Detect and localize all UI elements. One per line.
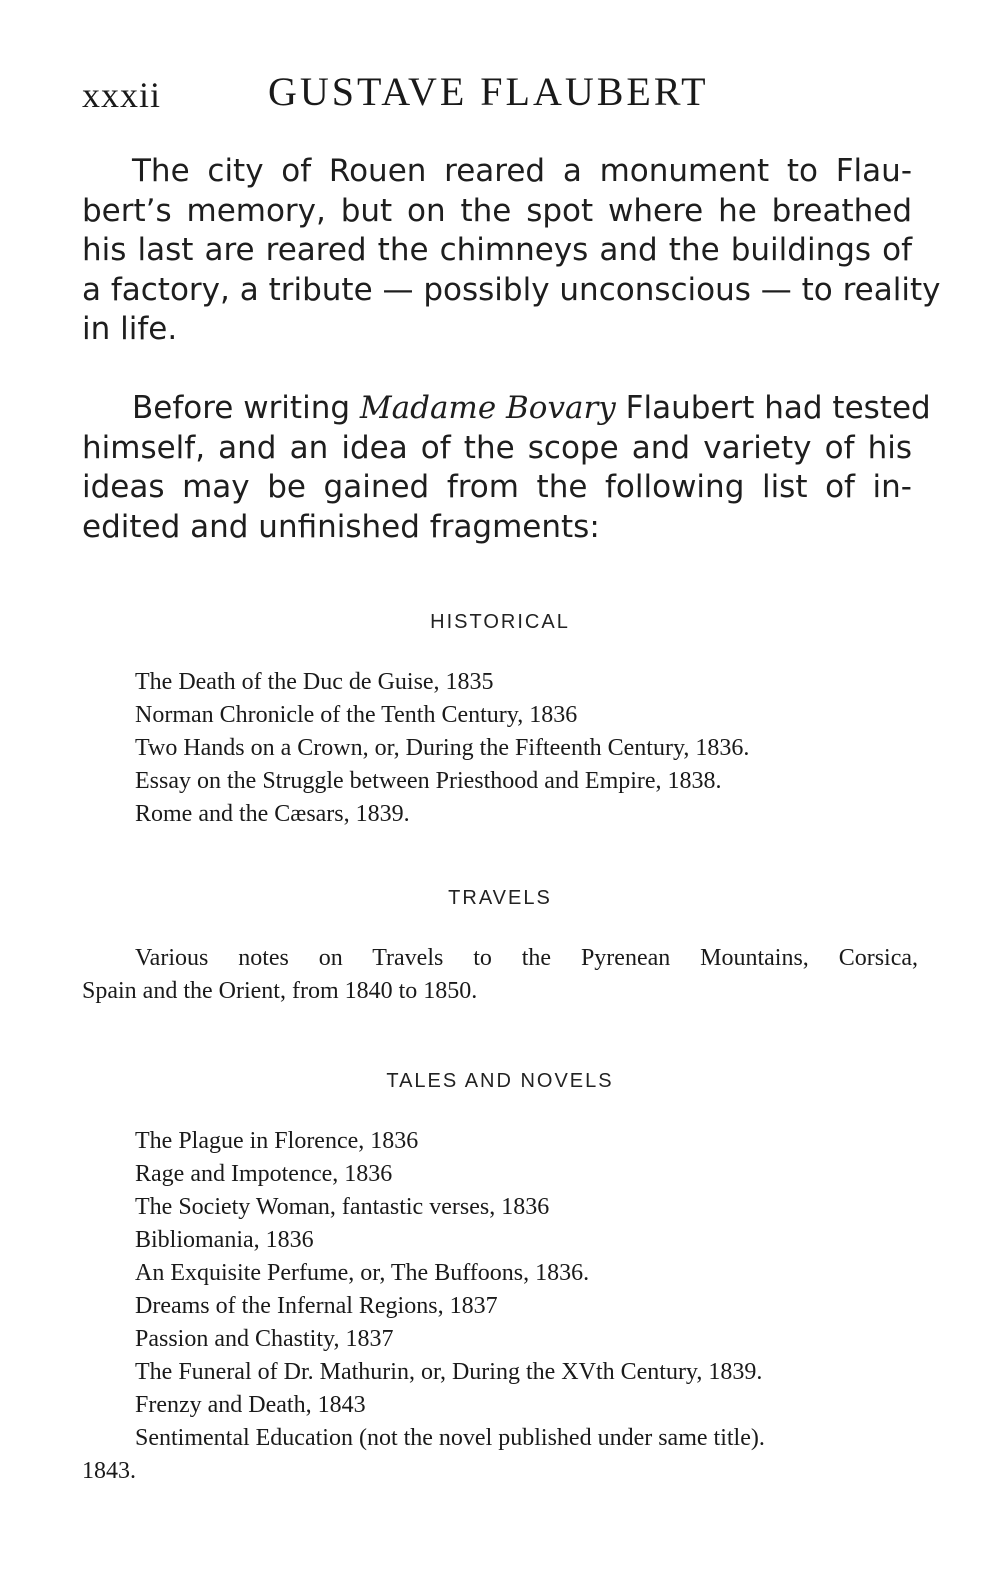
paragraph-fragments-intro (82, 389, 931, 547)
travels-line: Spain and the Orient, from 1840 to 1850. (82, 978, 478, 1004)
list-item: Frenzy and Death, 1843 (135, 1392, 366, 1418)
list-item: The Death of the Duc de Guise, 1835 (135, 669, 494, 695)
paragraph-line: a factory, a tribute — possibly unconscious — to reality (82, 271, 941, 308)
list-item: Norman Chronicle of the Tenth Century, 1836 (135, 702, 578, 728)
running-head (82, 68, 922, 118)
list-item: An Exquisite Perfume, or, The Buffoons, 1836. (135, 1260, 590, 1286)
list-item: The Society Woman, fantastic verses, 1836 (135, 1194, 550, 1220)
list-item: Dreams of the Infernal Regions, 1837 (135, 1293, 498, 1319)
paragraph-text: Before writing (132, 390, 360, 426)
section-heading-historical: HISTORICAL (430, 611, 570, 633)
page-number: xxxii (82, 75, 162, 115)
list-historical (135, 666, 925, 831)
travels-line: Various notes on Travels to the Pyrenean Mountains, Corsica, (135, 945, 918, 971)
list-item: Sentimental Education (not the novel published under same title). (135, 1425, 765, 1451)
paragraph-line: bert’s memory, but on the spot where he breathed (82, 192, 912, 229)
list-item: Essay on the Struggle between Priesthood and Empire, 1838. (135, 768, 722, 794)
paragraph-line: The city of Rouen reared a monument to Flau- (132, 153, 912, 189)
list-item: The Plague in Florence, 1836 (135, 1128, 419, 1154)
book-title-italic: Madame Bovary (359, 390, 616, 426)
paragraph-line: himself, and an idea of the scope and variety of his (82, 429, 912, 466)
running-title: GUSTAVE FLAUBERT (268, 69, 709, 114)
list-item: Rome and the Cæsars, 1839. (135, 801, 410, 827)
paragraph-text: Flaubert had tested (615, 390, 931, 426)
travels-entry (82, 942, 918, 1008)
paragraph-line (82, 389, 931, 429)
paragraph-line: edited and unfinished fragments: (82, 508, 600, 545)
paragraph-rouen-monument (82, 152, 941, 350)
list-item-continuation: 1843. (82, 1458, 136, 1484)
paragraph-line: his last are reared the chimneys and the buildings of (82, 232, 912, 268)
paragraph-line: in life. (82, 311, 178, 347)
list-item: Two Hands on a Crown, or, During the Fifteenth Century, 1836. (135, 735, 750, 761)
list-item: Rage and Impotence, 1836 (135, 1161, 393, 1187)
list-item: Passion and Chastity, 1837 (135, 1326, 394, 1352)
section-heading-travels: TRAVELS (448, 887, 552, 909)
list-item: The Funeral of Dr. Mathurin, or, During the XVth Century, 1839. (135, 1359, 763, 1385)
list-item: Bibliomania, 1836 (135, 1227, 314, 1253)
list-tales-and-novels (135, 1125, 925, 1455)
paragraph-line: ideas may be gained from the following list of in- (82, 469, 912, 505)
section-heading-tales: TALES AND NOVELS (386, 1070, 614, 1092)
